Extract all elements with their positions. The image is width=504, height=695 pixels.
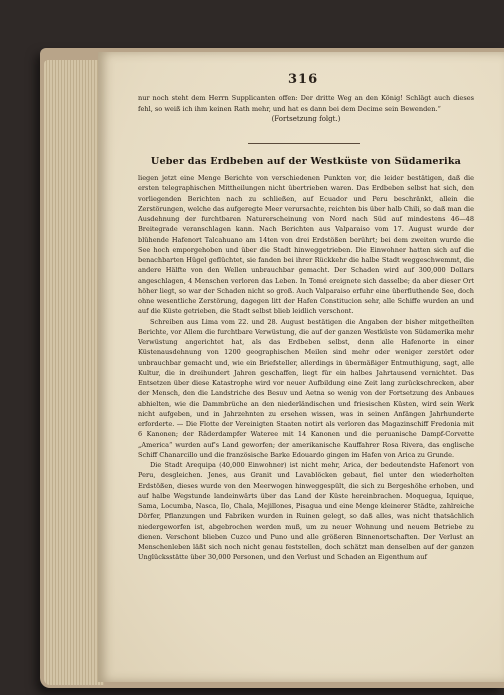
continuation-note: (Fortsetzung folgt.) bbox=[271, 115, 341, 124]
page-edges bbox=[44, 60, 104, 685]
top-text: nur noch steht dem Herrn Supplicanten offen: Der dritte Weg an den König! Schlägt auch dieses fehl, so weiß ich ihm keinen Rath mehr, und hat es dann bei dem Decime sein Bewenden.“ bbox=[138, 94, 474, 113]
paragraph: liegen jetzt eine Menge Berichte von verschiedenen Punkten vor, die leider bestätigen, daß die ersten telegraphischen Mittheilungen nicht übertrieben waren. Das Erdbeben selbst hat sich, den vorliegenden Berichten nach zu schließen, auf Ecuador und Peru beschränkt, allein die Zerstörungen, welche das aufgeregte Meer verursachte, reichten bis über halb Chili, so daß man die Ausdehnung der furchtbaren Naturerscheinung von Nord nach Süd auf mindestens 46—48 Breitegrade veranschlagen kann. Nach Berichten aus Valparaiso vom 17. August wurde der blühende Hafenort Talcahuano am 14ten von drei Erdstößen berührt; bei dem zweiten wurde die See hoch emporgehoben und über die Stadt hinweggetrieben. Die Einwohner hatten sich auf die benachbarten Hügel geflüchtet, sie fanden bei ihrer Rückkehr die halbe Stadt weggeschwemmt, die andere Hälfte von den Wellen unbrauchbar gemacht. Der Schaden wird auf 300,000 Dollars angeschlagen, 4 Menschen verloren das Leben. In Tomé ereignete sich dasselbe; da aber dieser Ort höher liegt, so war der Schaden nicht so groß. Auch Valparaiso erfuhr eine überfluthende See, doch ohne wesentliche Zerstörung, dagegen litt der Hafen Constitucion sehr, alle Schiffe wurden an und auf die Küste getrieben, die Stadt selbst blieb leidlich verschont. bbox=[138, 174, 475, 316]
paragraph: Schreiben aus Lima vom 22. und 28. August bestätigen die Angaben der bisher mitgetheilten Berichte, vor Allem die furchtbare Verwüstung, die auf der ganzen Westküste von Südamerika mehr Verwüstung angerichtet hat, als das Erdbeben selbst, denn alle Hafenorte in einer Küstenausdehnung von 1200 geographischen Meilen sind mehr oder weniger zerstört oder unbrauchbar gemacht und, wie ein Briefsteller, allerdings in übermäßiger Entmuthigung, sagt, alle Kultur, die in dreihundert Jahren geschaffen, liegt für ein halbes Jahrtausend vernichtet. Das Entsetzen über diese Katastrophe wird vor neuer Aufbildung eine Zeit lang zurückschrecken, aber der Mensch, den die Landstriche des Besuv und Aetna so wenig von der Fortsetzung des Anbaues abhielten, wie die Dammbrüche an den niederländischen und friesischen Küsten, wird sein Werk nicht aufgeben, und in Jahrzehnten zu ersehen wissen, was in seinen Anfängen Jahrhunderte erforderte. — Die Flotte der Vereinigten Staaten notirt als verloren das Magazinschiff Fredonia mit 6 Kanonen; der Räderdampfer Wateree mit 14 Kanonen und die peruanische Dampf-Corvette „America“ wurden auf's Land geworfen; der amerikanische Kauffahrer Rosa Rivera, das englische Schiff Chanarcillo und die französische Barke Edouardo gingen im Hafen von Arica zu Grunde. bbox=[138, 317, 474, 459]
paragraph: Die Stadt Arequipa (40,000 Einwohner) ist nicht mehr, Arica, der bedeutendste Hafenort von Peru, desgleichen. Jenes, aus Granit und Lavablöcken gebaut, fiel unter den wiederholten Erdstößen, dieses wurde von den Meerwogen hinweggespült, die sich zu Bergeshöhe erhoben, und auf halbe Wegstunde landeinwärts über das Land der Küste hereinbrachen. Moquegua, Iquique, Sama, Locumba, Nasca, Ilo, Chala, Mejillones, Pisagua und eine Menge kleinerer Städte, zahlreiche Dörfer, Pflanzungen und Fabriken wurden in Ruinen gelegt, so daß alles, was nicht thatsächlich niedergeworfen ist, abgebrochen werden muß, um zu neuer Wohnung und neuem Betriebe zu dienen. Verschont blieben Cuzco und Puno und alle größeren Binnenortschaften. Der Verlust an Menschenleben läßt sich noch nicht genau feststellen, doch schätzt man denselben auf der ganzen Unglücksstätte über 30,000 Personen, und den Verlust und Schaden an Eigenthum auf bbox=[138, 461, 474, 562]
page-number: 316 bbox=[288, 72, 319, 87]
article-heading: Ueber das Erdbeben auf der Westküste von Südamerika bbox=[150, 156, 462, 167]
article-body bbox=[138, 173, 474, 563]
top-text-block bbox=[138, 93, 474, 125]
divider bbox=[248, 143, 360, 144]
